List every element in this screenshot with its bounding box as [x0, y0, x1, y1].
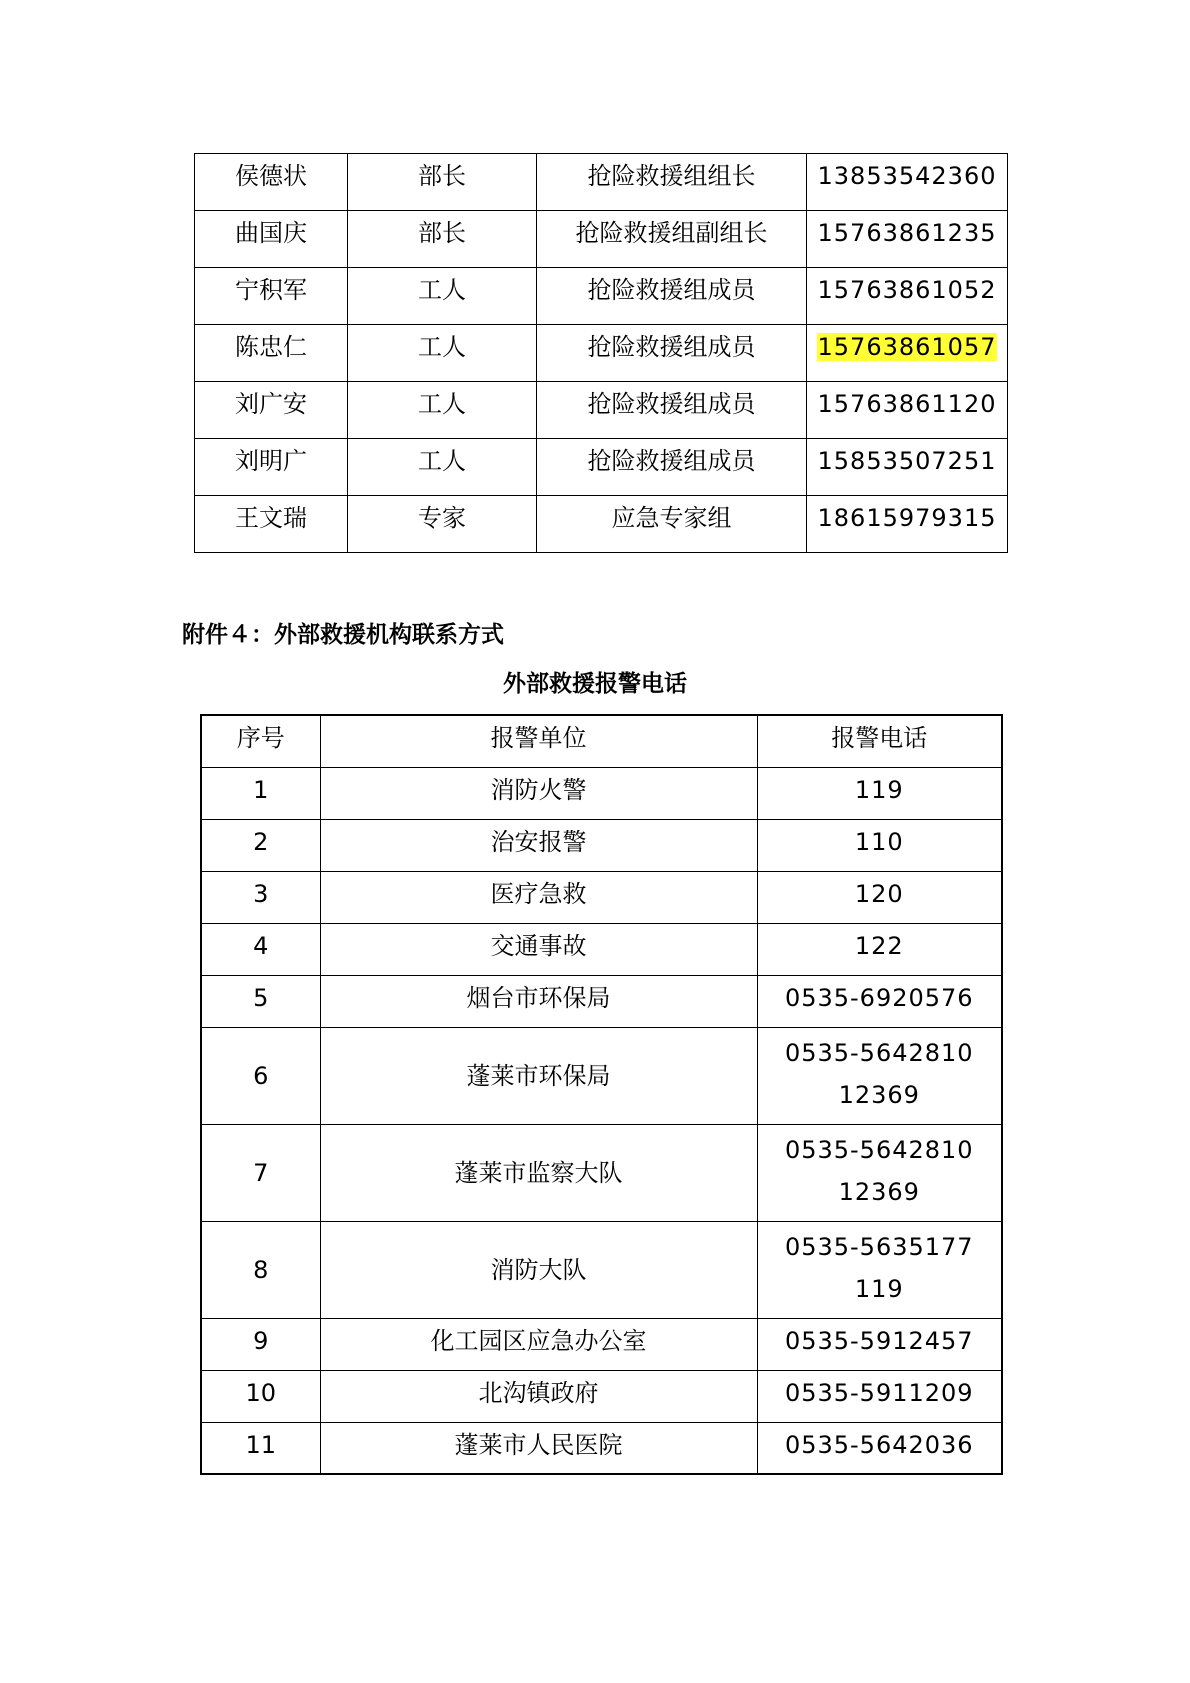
contact-title: 部长 — [348, 154, 537, 211]
row-index: 4 — [201, 923, 320, 975]
table-row — [201, 975, 1002, 1027]
contact-name: 陈忠仁 — [195, 325, 348, 382]
phone-number: 0535-5642036 — [784, 1430, 974, 1459]
row-index: 10 — [201, 1370, 320, 1422]
row-unit: 蓬莱市环保局 — [320, 1027, 757, 1124]
phone-number: 119 — [854, 1274, 904, 1303]
row-index: 6 — [201, 1027, 320, 1124]
contacts-table — [194, 153, 1008, 553]
contact-name: 侯德状 — [195, 154, 348, 211]
phone-number: 0535-6920576 — [784, 983, 974, 1012]
table-row — [195, 154, 1008, 211]
row-unit: 烟台市环保局 — [320, 975, 757, 1027]
row-index: 11 — [201, 1422, 320, 1474]
contact-role: 抢险救援组副组长 — [537, 211, 807, 268]
header-index: 序号 — [201, 715, 320, 767]
row-unit: 蓬莱市人民医院 — [320, 1422, 757, 1474]
row-phone — [757, 1027, 1002, 1124]
row-index: 8 — [201, 1221, 320, 1318]
contact-phone: 15763861235 — [807, 211, 1008, 268]
contact-role: 应急专家组 — [537, 496, 807, 553]
row-index: 9 — [201, 1318, 320, 1370]
contact-phone: 15763861120 — [807, 382, 1008, 439]
contact-role: 抢险救援组成员 — [537, 439, 807, 496]
row-index: 1 — [201, 767, 320, 819]
highlighted-phone: 15763861057 — [817, 333, 997, 361]
contact-phone: 15853507251 — [807, 439, 1008, 496]
phone-number: 0535-5912457 — [784, 1326, 974, 1355]
phone-number: 0535-5642810 — [784, 1135, 974, 1164]
contact-phone: 18615979315 — [807, 496, 1008, 553]
row-phone — [757, 923, 1002, 975]
rescue-table-body — [201, 715, 1002, 1474]
phone-number: 110 — [854, 827, 904, 856]
row-unit: 北沟镇政府 — [320, 1370, 757, 1422]
table-row — [201, 819, 1002, 871]
row-unit: 治安报警 — [320, 819, 757, 871]
row-unit: 消防大队 — [320, 1221, 757, 1318]
contact-title: 工人 — [348, 268, 537, 325]
contact-name: 刘明广 — [195, 439, 348, 496]
table-row — [195, 211, 1008, 268]
rescue-section-title: 外部救援报警电话 — [503, 671, 687, 697]
contact-phone: 15763861052 — [807, 268, 1008, 325]
table-row — [201, 1124, 1002, 1221]
table-row — [201, 1318, 1002, 1370]
row-phone — [757, 1370, 1002, 1422]
contact-role: 抢险救援组成员 — [537, 382, 807, 439]
rescue-phone-table — [200, 714, 1003, 1475]
table-row — [195, 382, 1008, 439]
row-index: 7 — [201, 1124, 320, 1221]
table-row — [195, 496, 1008, 553]
row-unit: 化工园区应急办公室 — [320, 1318, 757, 1370]
contacts-table-body — [195, 154, 1008, 553]
contact-title: 工人 — [348, 439, 537, 496]
contact-role: 抢险救援组成员 — [537, 268, 807, 325]
table-row — [201, 871, 1002, 923]
phone-number: 0535-5911209 — [784, 1378, 974, 1407]
table-row — [195, 268, 1008, 325]
contact-title: 部长 — [348, 211, 537, 268]
contact-role: 抢险救援组组长 — [537, 154, 807, 211]
phone-number: 12369 — [838, 1177, 920, 1206]
header-phone: 报警电话 — [757, 715, 1002, 767]
row-index: 5 — [201, 975, 320, 1027]
table-row — [201, 767, 1002, 819]
row-phone — [757, 975, 1002, 1027]
row-unit: 消防火警 — [320, 767, 757, 819]
table-row — [195, 325, 1008, 382]
phone-number: 119 — [854, 775, 904, 804]
contact-name: 曲国庆 — [195, 211, 348, 268]
row-phone — [757, 819, 1002, 871]
contact-title: 专家 — [348, 496, 537, 553]
phone-number: 0535-5642810 — [784, 1038, 974, 1067]
contact-title: 工人 — [348, 325, 537, 382]
row-phone — [757, 1221, 1002, 1318]
row-phone — [757, 1422, 1002, 1474]
contact-phone: 13853542360 — [807, 154, 1008, 211]
row-unit: 蓬莱市监察大队 — [320, 1124, 757, 1221]
row-phone — [757, 871, 1002, 923]
table-row — [201, 1370, 1002, 1422]
header-unit: 报警单位 — [320, 715, 757, 767]
row-index: 2 — [201, 819, 320, 871]
contact-name: 宁积军 — [195, 268, 348, 325]
row-phone — [757, 1318, 1002, 1370]
table-row — [201, 1221, 1002, 1318]
contact-phone — [807, 325, 1008, 382]
phone-number: 120 — [854, 879, 904, 908]
table-header-row — [201, 715, 1002, 767]
table-row — [201, 923, 1002, 975]
phone-number: 12369 — [838, 1080, 920, 1109]
row-index: 3 — [201, 871, 320, 923]
contact-title: 工人 — [348, 382, 537, 439]
row-unit: 交通事故 — [320, 923, 757, 975]
table-row — [195, 439, 1008, 496]
row-phone — [757, 1124, 1002, 1221]
contact-name: 刘广安 — [195, 382, 348, 439]
row-phone — [757, 767, 1002, 819]
contact-role: 抢险救援组成员 — [537, 325, 807, 382]
row-unit: 医疗急救 — [320, 871, 757, 923]
contact-name: 王文瑞 — [195, 496, 348, 553]
phone-number: 0535-5635177 — [784, 1232, 974, 1261]
table-row — [201, 1422, 1002, 1474]
table-row — [201, 1027, 1002, 1124]
attachment-heading: 附件４：外部救援机构联系方式 — [182, 622, 504, 648]
phone-number: 122 — [854, 931, 904, 960]
